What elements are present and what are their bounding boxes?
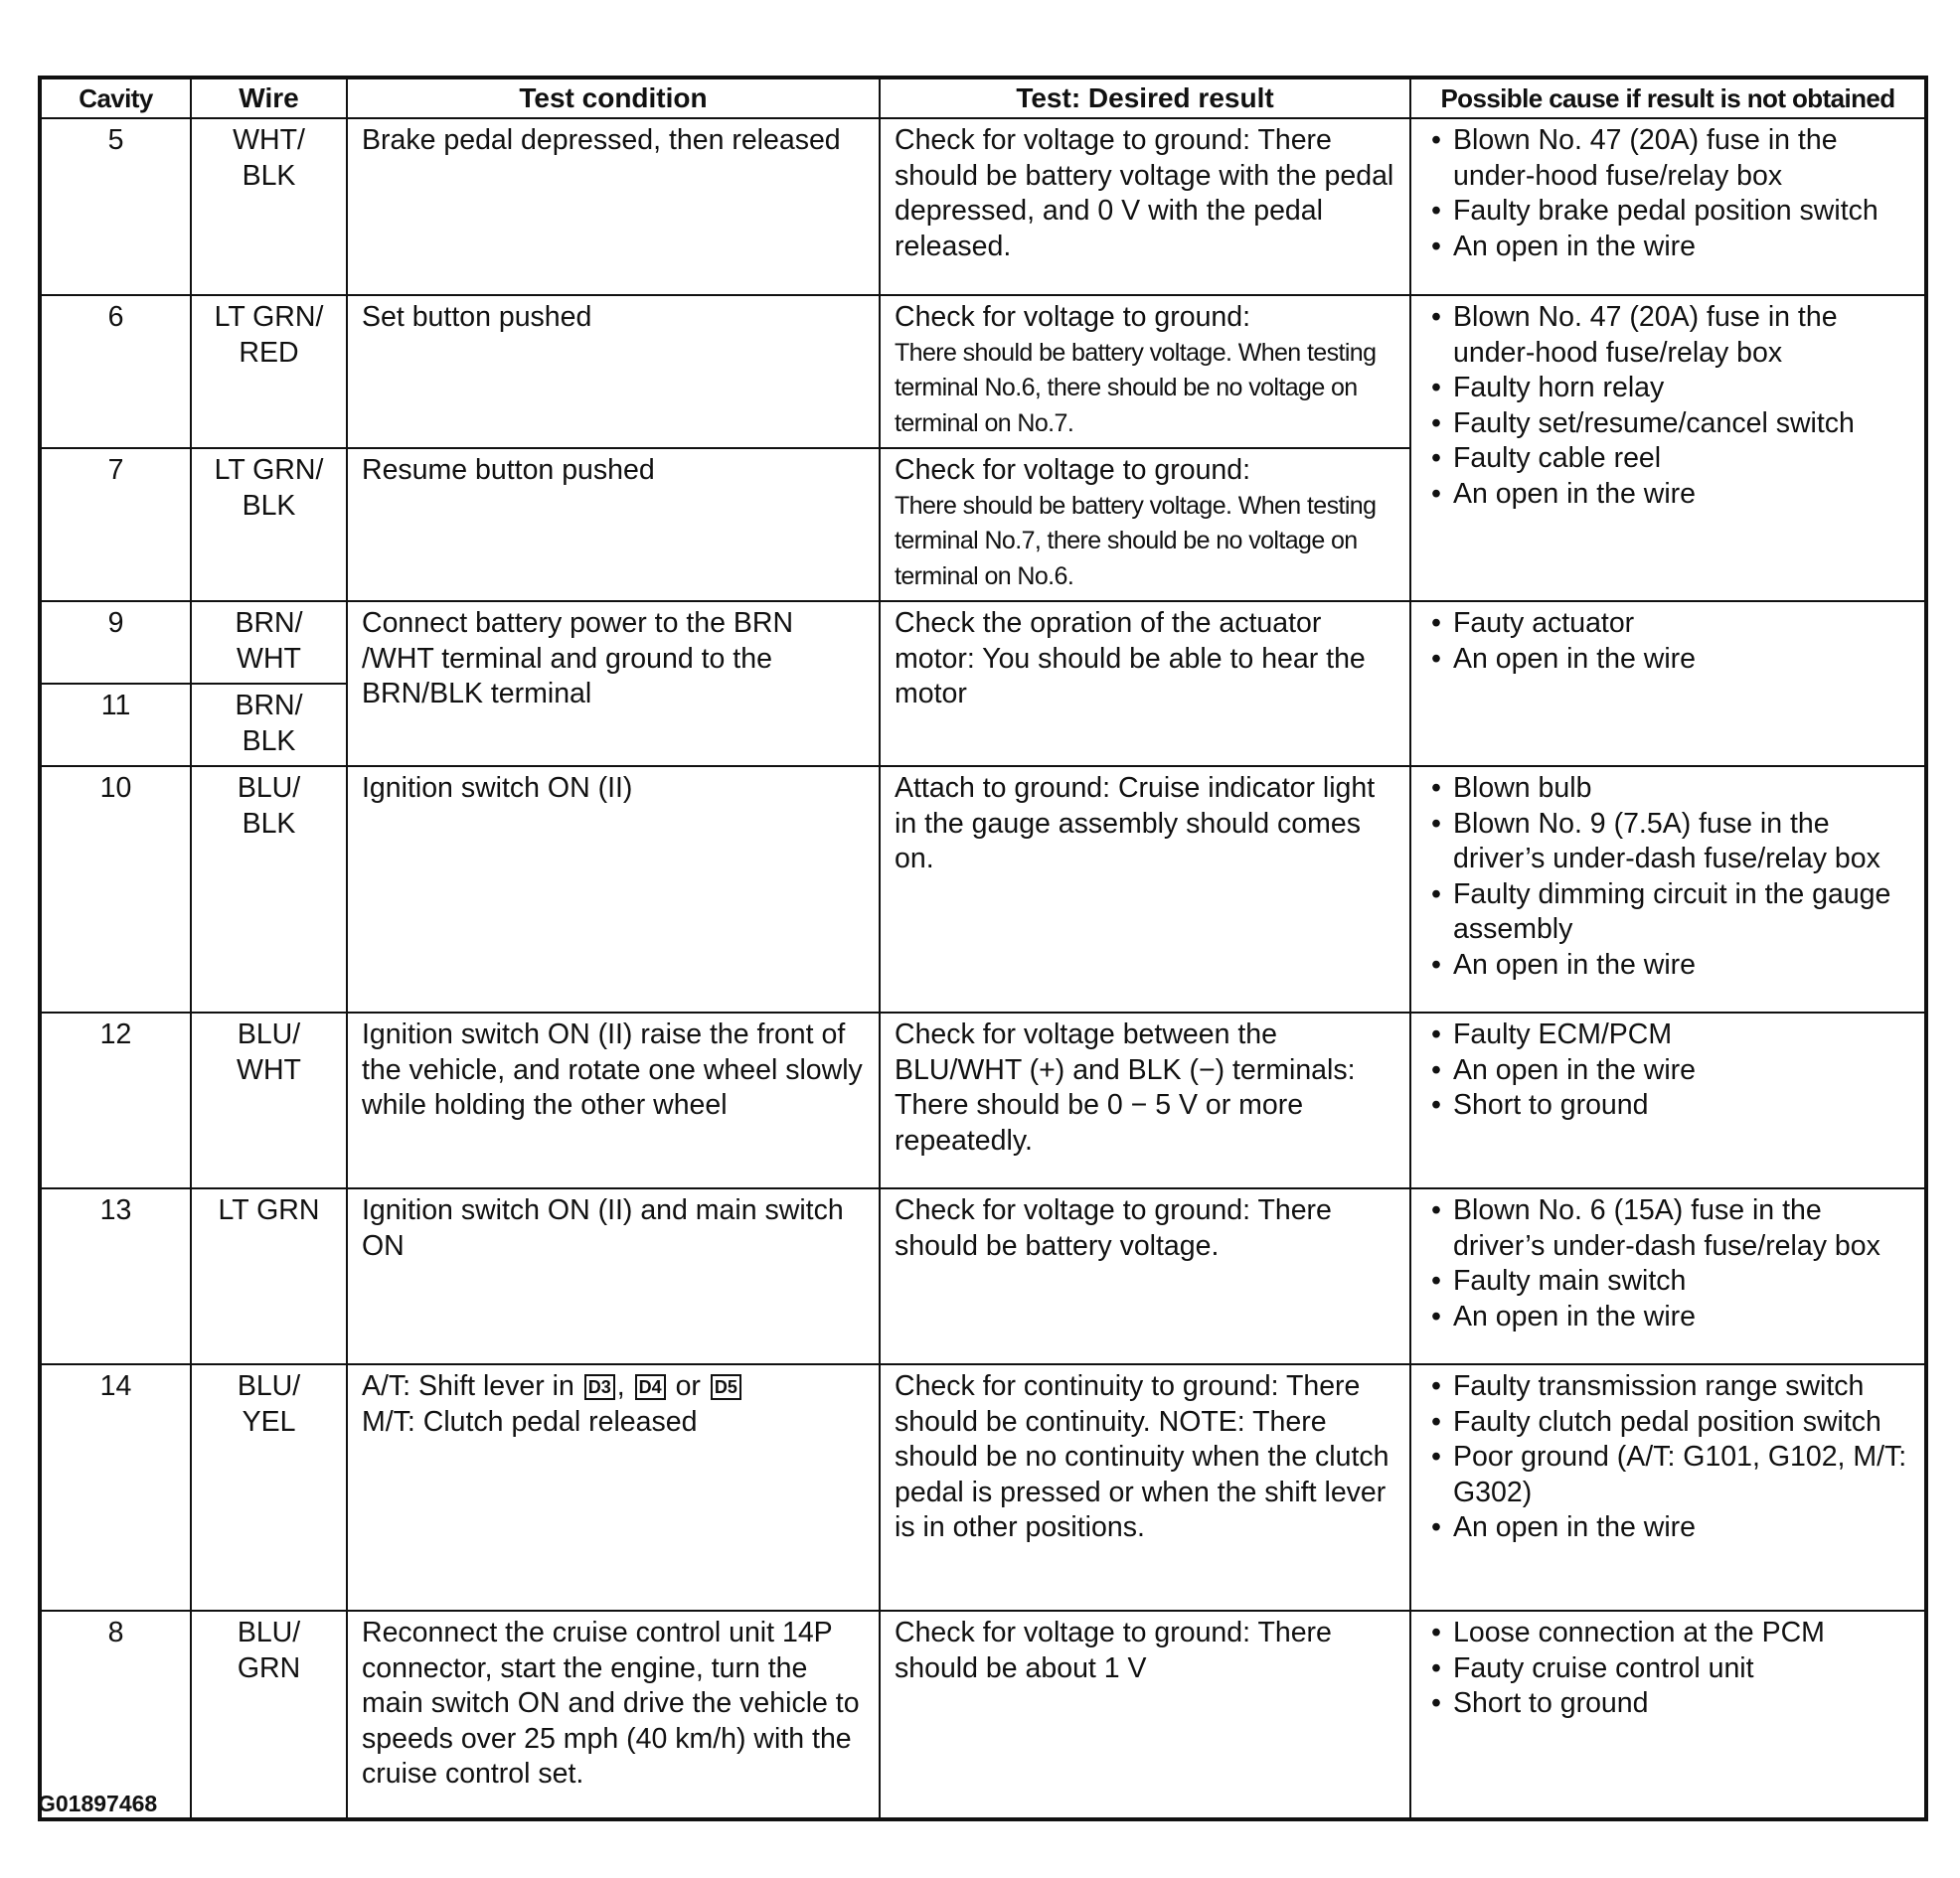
header-wire: Wire: [191, 78, 347, 118]
wire-color: BLU/: [237, 1617, 301, 1648]
cavity-cell: 11: [40, 684, 191, 766]
cruise-control-test-table: [38, 76, 1928, 1821]
condition-cell: Connect battery power to the BRN /WHT terminal and ground to the BRN/BLK terminal: [347, 601, 880, 766]
wire-stripe: WHT: [237, 1053, 301, 1086]
cavity-cell: 8: [40, 1611, 191, 1819]
condition-cell: Reconnect the cruise control unit 14P connector, start the engine, turn the main switch ON and drive the vehicle to speeds over 25 mph (40 km/h) with the cruise control set.: [347, 1611, 880, 1819]
cause-item: • Blown No. 9 (7.5A) fuse in the driver’s under-dash fuse/relay box: [1425, 807, 1910, 877]
cause-list: [1425, 123, 1910, 264]
cause-list: [1425, 771, 1910, 983]
wire-stripe: RED: [239, 336, 299, 369]
wire-color: BLU/: [237, 772, 301, 804]
wire-color: LT GRN/: [214, 454, 324, 486]
gear-d5-symbol: D5: [711, 1374, 741, 1400]
wire-color: WHT/: [233, 124, 305, 156]
cause-cell-shared: [1410, 295, 1926, 601]
cavity-cell: 10: [40, 766, 191, 1013]
cause-item: • Faulty ECM/PCM: [1425, 1017, 1910, 1053]
cause-item: • Faulty clutch pedal position switch: [1425, 1405, 1910, 1441]
result-cell: Check for continuity to ground: There should be continuity. NOTE: There should be no continuity when the clutch pedal is pressed or when the shift lever is in other positions.: [880, 1364, 1410, 1611]
cause-item: • An open in the wire: [1425, 1053, 1910, 1089]
cause-item: • Faulty transmission range switch: [1425, 1369, 1910, 1405]
result-cell: Check for voltage to ground: There should be about 1 V: [880, 1611, 1410, 1819]
wire-cell: [191, 448, 347, 601]
wire-stripe: BLK: [242, 159, 296, 192]
wire-color: BLU/: [237, 1018, 301, 1050]
cause-item: • An open in the wire: [1425, 948, 1910, 984]
wire-cell: [191, 295, 347, 448]
cause-item: • An open in the wire: [1425, 477, 1910, 513]
condition-cell: Ignition switch ON (II) and main switch ON: [347, 1188, 880, 1364]
condition-cell: Resume button pushed: [347, 448, 880, 601]
cause-cell: [1410, 118, 1926, 295]
table-header-row: [40, 78, 1926, 118]
result-cell: [880, 295, 1410, 448]
condition-cell: Set button pushed: [347, 295, 880, 448]
header-possible-cause: Possible cause if result is not obtained: [1410, 78, 1926, 118]
cause-item: • Short to ground: [1425, 1088, 1910, 1124]
wire-color: LT GRN: [218, 1194, 320, 1226]
wire-cell: [191, 684, 347, 766]
wire-color: LT GRN/: [214, 301, 324, 333]
cause-item: • An open in the wire: [1425, 642, 1910, 678]
result-cell: Attach to ground: Cruise indicator light in the gauge assembly should comes on.: [880, 766, 1410, 1013]
header-cavity: Cavity: [40, 78, 191, 118]
cause-item: • Faulty main switch: [1425, 1264, 1910, 1300]
cause-item: • An open in the wire: [1425, 230, 1910, 265]
cause-item: • Faulty dimming circuit in the gauge assembly: [1425, 877, 1910, 948]
result-cell: [880, 448, 1410, 601]
result-cell: Check the opration of the actuator motor: You should be able to hear the motor: [880, 601, 1410, 766]
condition-cell: Ignition switch ON (II) raise the front of the vehicle, and rotate one wheel slowly while holding the other wheel: [347, 1013, 880, 1188]
result-detail: There should be battery voltage. When testing terminal No.6, there should be no voltage on terminal on No.7.: [895, 338, 1377, 437]
cause-cell: [1410, 1364, 1926, 1611]
cause-item: • Faulty brake pedal position switch: [1425, 194, 1910, 230]
cause-list: [1425, 1017, 1910, 1124]
cause-item: • Blown No. 6 (15A) fuse in the driver’s under-dash fuse/relay box: [1425, 1193, 1910, 1264]
cause-list: [1425, 1369, 1910, 1546]
cause-item: • Faulty cable reel: [1425, 441, 1910, 477]
cause-item: • An open in the wire: [1425, 1300, 1910, 1335]
wire-stripe: BLK: [242, 489, 296, 522]
figure-id-label: G01897468: [38, 1791, 158, 1816]
wire-color: BLU/: [237, 1370, 301, 1402]
cause-list: [1425, 300, 1910, 512]
condition-prefix: A/T: Shift lever in: [362, 1370, 574, 1402]
cause-item: • Faulty horn relay: [1425, 371, 1910, 406]
wire-stripe: WHT: [237, 642, 301, 675]
result-lead: Check for voltage to ground:: [895, 454, 1251, 486]
cause-cell: [1410, 766, 1926, 1013]
cause-cell: [1410, 1611, 1926, 1819]
wire-cell: [191, 1013, 347, 1188]
result-lead: Check for voltage to ground:: [895, 301, 1251, 333]
table-row: [40, 295, 1926, 448]
cavity-cell: 9: [40, 601, 191, 684]
wire-stripe: BLK: [242, 724, 296, 757]
header-test-condition: Test condition: [347, 78, 880, 118]
wire-cell: [191, 1188, 347, 1364]
cause-item: • Loose connection at the PCM: [1425, 1616, 1910, 1651]
cause-cell: [1410, 1188, 1926, 1364]
cause-item: • Fauty cruise control unit: [1425, 1651, 1910, 1687]
gear-d3-symbol: D3: [584, 1374, 615, 1400]
cavity-cell: 6: [40, 295, 191, 448]
cause-list: [1425, 606, 1910, 677]
cause-item: • An open in the wire: [1425, 1510, 1910, 1546]
result-cell: Check for voltage to ground: There should be battery voltage with the pedal depressed, and 0 V with the pedal released.: [880, 118, 1410, 295]
wire-cell: [191, 601, 347, 684]
gear-separator: ,: [616, 1370, 625, 1402]
gear-d4-symbol: D4: [635, 1374, 666, 1400]
table-row: [40, 1013, 1926, 1188]
wire-stripe: YEL: [242, 1405, 296, 1438]
result-cell: Check for voltage between the BLU/WHT (+) and BLK (−) terminals: There should be 0 − 5 V or more repeatedly.: [880, 1013, 1410, 1188]
gear-separator: or: [675, 1370, 701, 1402]
wire-stripe: BLK: [242, 807, 296, 840]
cavity-cell: 5: [40, 118, 191, 295]
cavity-cell: 7: [40, 448, 191, 601]
cause-list: [1425, 1616, 1910, 1722]
table-row: [40, 1611, 1926, 1819]
cause-list: [1425, 1193, 1910, 1334]
condition-cell: Brake pedal depressed, then released: [347, 118, 880, 295]
wire-cell: [191, 1611, 347, 1819]
cause-item: • Poor ground (A/T: G101, G102, M/T: G302): [1425, 1440, 1910, 1510]
wire-color: BRN/: [235, 690, 303, 721]
cause-item: • Blown No. 47 (20A) fuse in the under-hood fuse/relay box: [1425, 300, 1910, 371]
wire-cell: [191, 118, 347, 295]
condition-line-2: M/T: Clutch pedal released: [362, 1405, 698, 1438]
cause-item: • Blown No. 47 (20A) fuse in the under-hood fuse/relay box: [1425, 123, 1910, 194]
cause-cell: [1410, 1013, 1926, 1188]
cause-item: • Short to ground: [1425, 1686, 1910, 1722]
cavity-cell: 12: [40, 1013, 191, 1188]
wire-cell: [191, 766, 347, 1013]
table-row: [40, 1364, 1926, 1611]
wire-stripe: GRN: [237, 1651, 301, 1684]
cause-item: • Faulty set/resume/cancel switch: [1425, 406, 1910, 442]
result-cell: Check for voltage to ground: There should be battery voltage.: [880, 1188, 1410, 1364]
table-row: [40, 118, 1926, 295]
document: [38, 76, 1924, 1821]
cavity-cell: 13: [40, 1188, 191, 1364]
cause-item: • Fauty actuator: [1425, 606, 1910, 642]
cause-item: • Blown bulb: [1425, 771, 1910, 807]
wire-cell: [191, 1364, 347, 1611]
table-row: [40, 766, 1926, 1013]
wire-color: BRN/: [235, 607, 303, 639]
table-row: [40, 601, 1926, 684]
result-detail: There should be battery voltage. When testing terminal No.7, there should be no voltage on terminal on No.6.: [895, 491, 1377, 590]
table-row: [40, 1188, 1926, 1364]
cavity-cell: 14: [40, 1364, 191, 1611]
cause-cell: [1410, 601, 1926, 766]
condition-cell: [347, 1364, 880, 1611]
header-desired-result: Test: Desired result: [880, 78, 1410, 118]
condition-cell: Ignition switch ON (II): [347, 766, 880, 1013]
